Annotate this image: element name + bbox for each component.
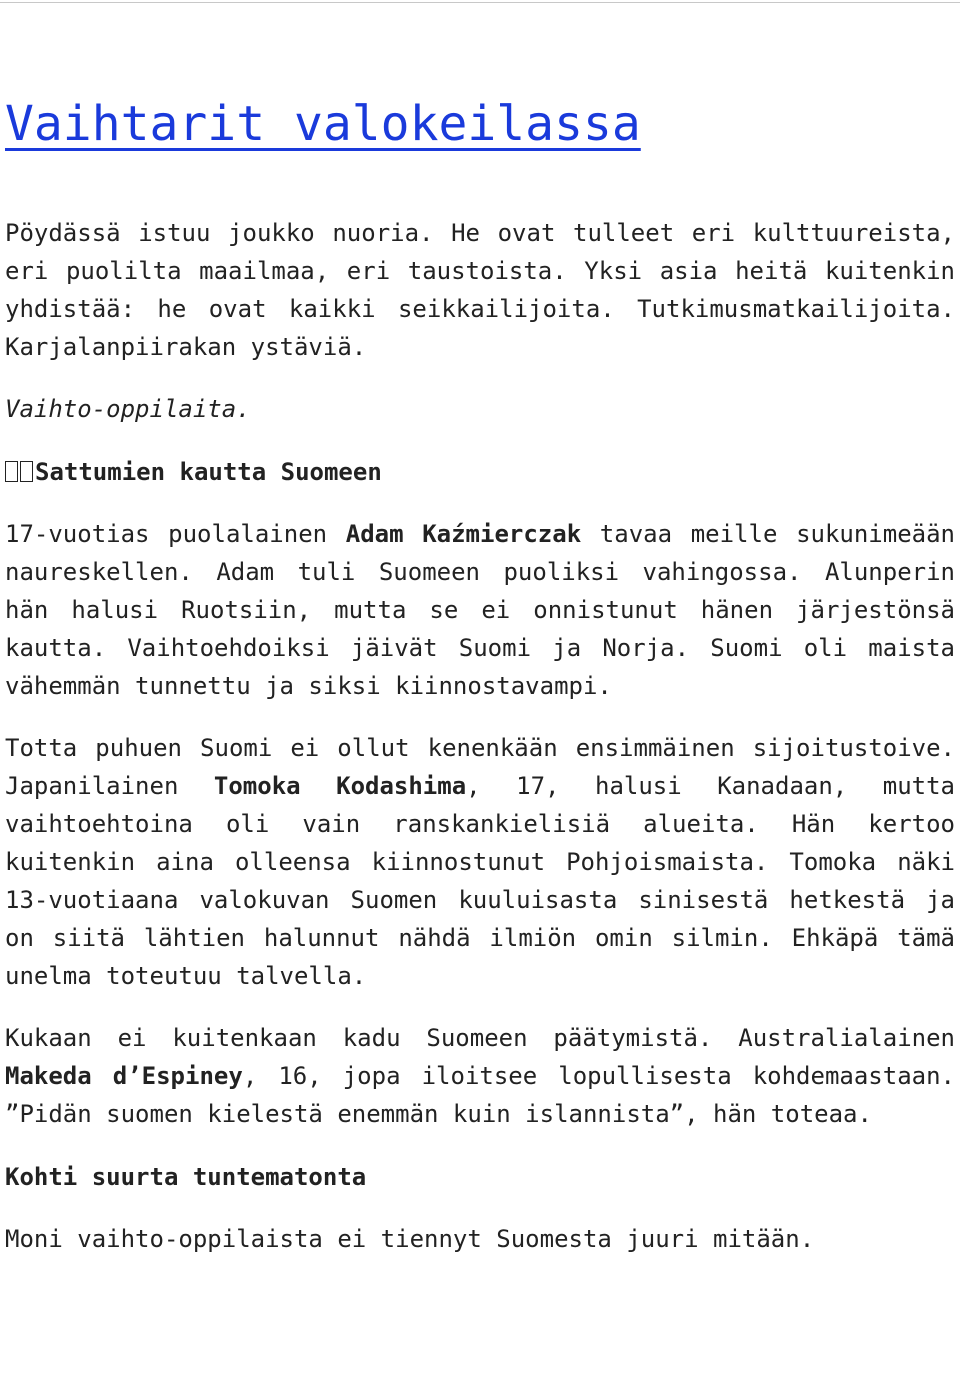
article-title-link[interactable]: Vaihtarit valokeilassa <box>5 96 641 152</box>
paragraph-text: Totta puhuen Suomi ei ollut kenenkään ensimmäinen sijoitustoive. Japanilainen <box>5 734 955 800</box>
paragraph-moni: Moni vaihto-oppilaista ei tiennyt Suomesta juuri mitään. <box>5 1225 815 1253</box>
article <box>5 92 955 1258</box>
intro-italic-line: Vaihto-oppilaita. <box>5 395 251 423</box>
paragraph-text: 17-vuotias puolalainen <box>5 520 346 548</box>
section-heading-text: Sattumien kautta Suomeen <box>35 458 382 486</box>
top-divider <box>0 2 960 3</box>
paragraph-text: tavaa meille sukunimeään naureskellen. Adam tuli Suomeen puoliksi vahingossa. Alunperin hän halusi Ruotsiin, mutta se ei onnistunut hänen järjestönsä kautta. Vaihtoehdoiksi jäivät Suomi ja Norja. Suomi oli maista vähemmän tunnettu ja siksi kiinnostavampi. <box>5 520 956 700</box>
paragraph-adam <box>5 515 955 705</box>
paragraph-makeda <box>5 1019 955 1133</box>
paragraph-text: , 17, halusi Kanadaan, mutta vaihtoehtoina oli vain ranskankielisiä alueita. Hän kertoo kuitenkin aina olleensa kiinnostunut Pohjoismaista. Tomoka näki 13-vuotiaana valokuvan Suomen kuuluisasta sinisestä hetkestä ja on siitä lähtien halunnut nähdä ilmiön omin silmin. Ehkäpä tämä unelma toteutuu talvella. <box>5 772 956 990</box>
section-heading-sattumien <box>5 453 955 491</box>
section-heading-kohti: Kohti suurta tuntematonta <box>5 1163 367 1191</box>
paragraph-text: Kukaan ei kuitenkaan kadu Suomeen päätymistä. Australialainen <box>5 1024 955 1052</box>
person-name: Tomoka Kodashima <box>213 772 467 800</box>
person-name: Adam Kaźmierczak <box>345 520 582 548</box>
paragraph-text: , 16, jopa iloitsee lopullisesta kohdemaastaan. ”Pidän suomen kielestä enemmän kuin islannista”, hän toteaa. <box>5 1062 955 1128</box>
person-name: Makeda d’Espiney <box>5 1062 243 1090</box>
missing-glyph-icon <box>20 461 33 482</box>
paragraph-tomoka <box>5 729 955 995</box>
missing-glyph-icon <box>5 461 18 482</box>
intro-paragraph: Pöydässä istuu joukko nuoria. He ovat tulleet eri kulttuureista, eri puolilta maailmaa, eri taustoista. Yksi asia heitä kuitenkin yhdistää: he ovat kaikki seikkailijoita. Tutkimusmatkailijoita. Karjalanpiirakan ystäviä. <box>5 219 955 361</box>
